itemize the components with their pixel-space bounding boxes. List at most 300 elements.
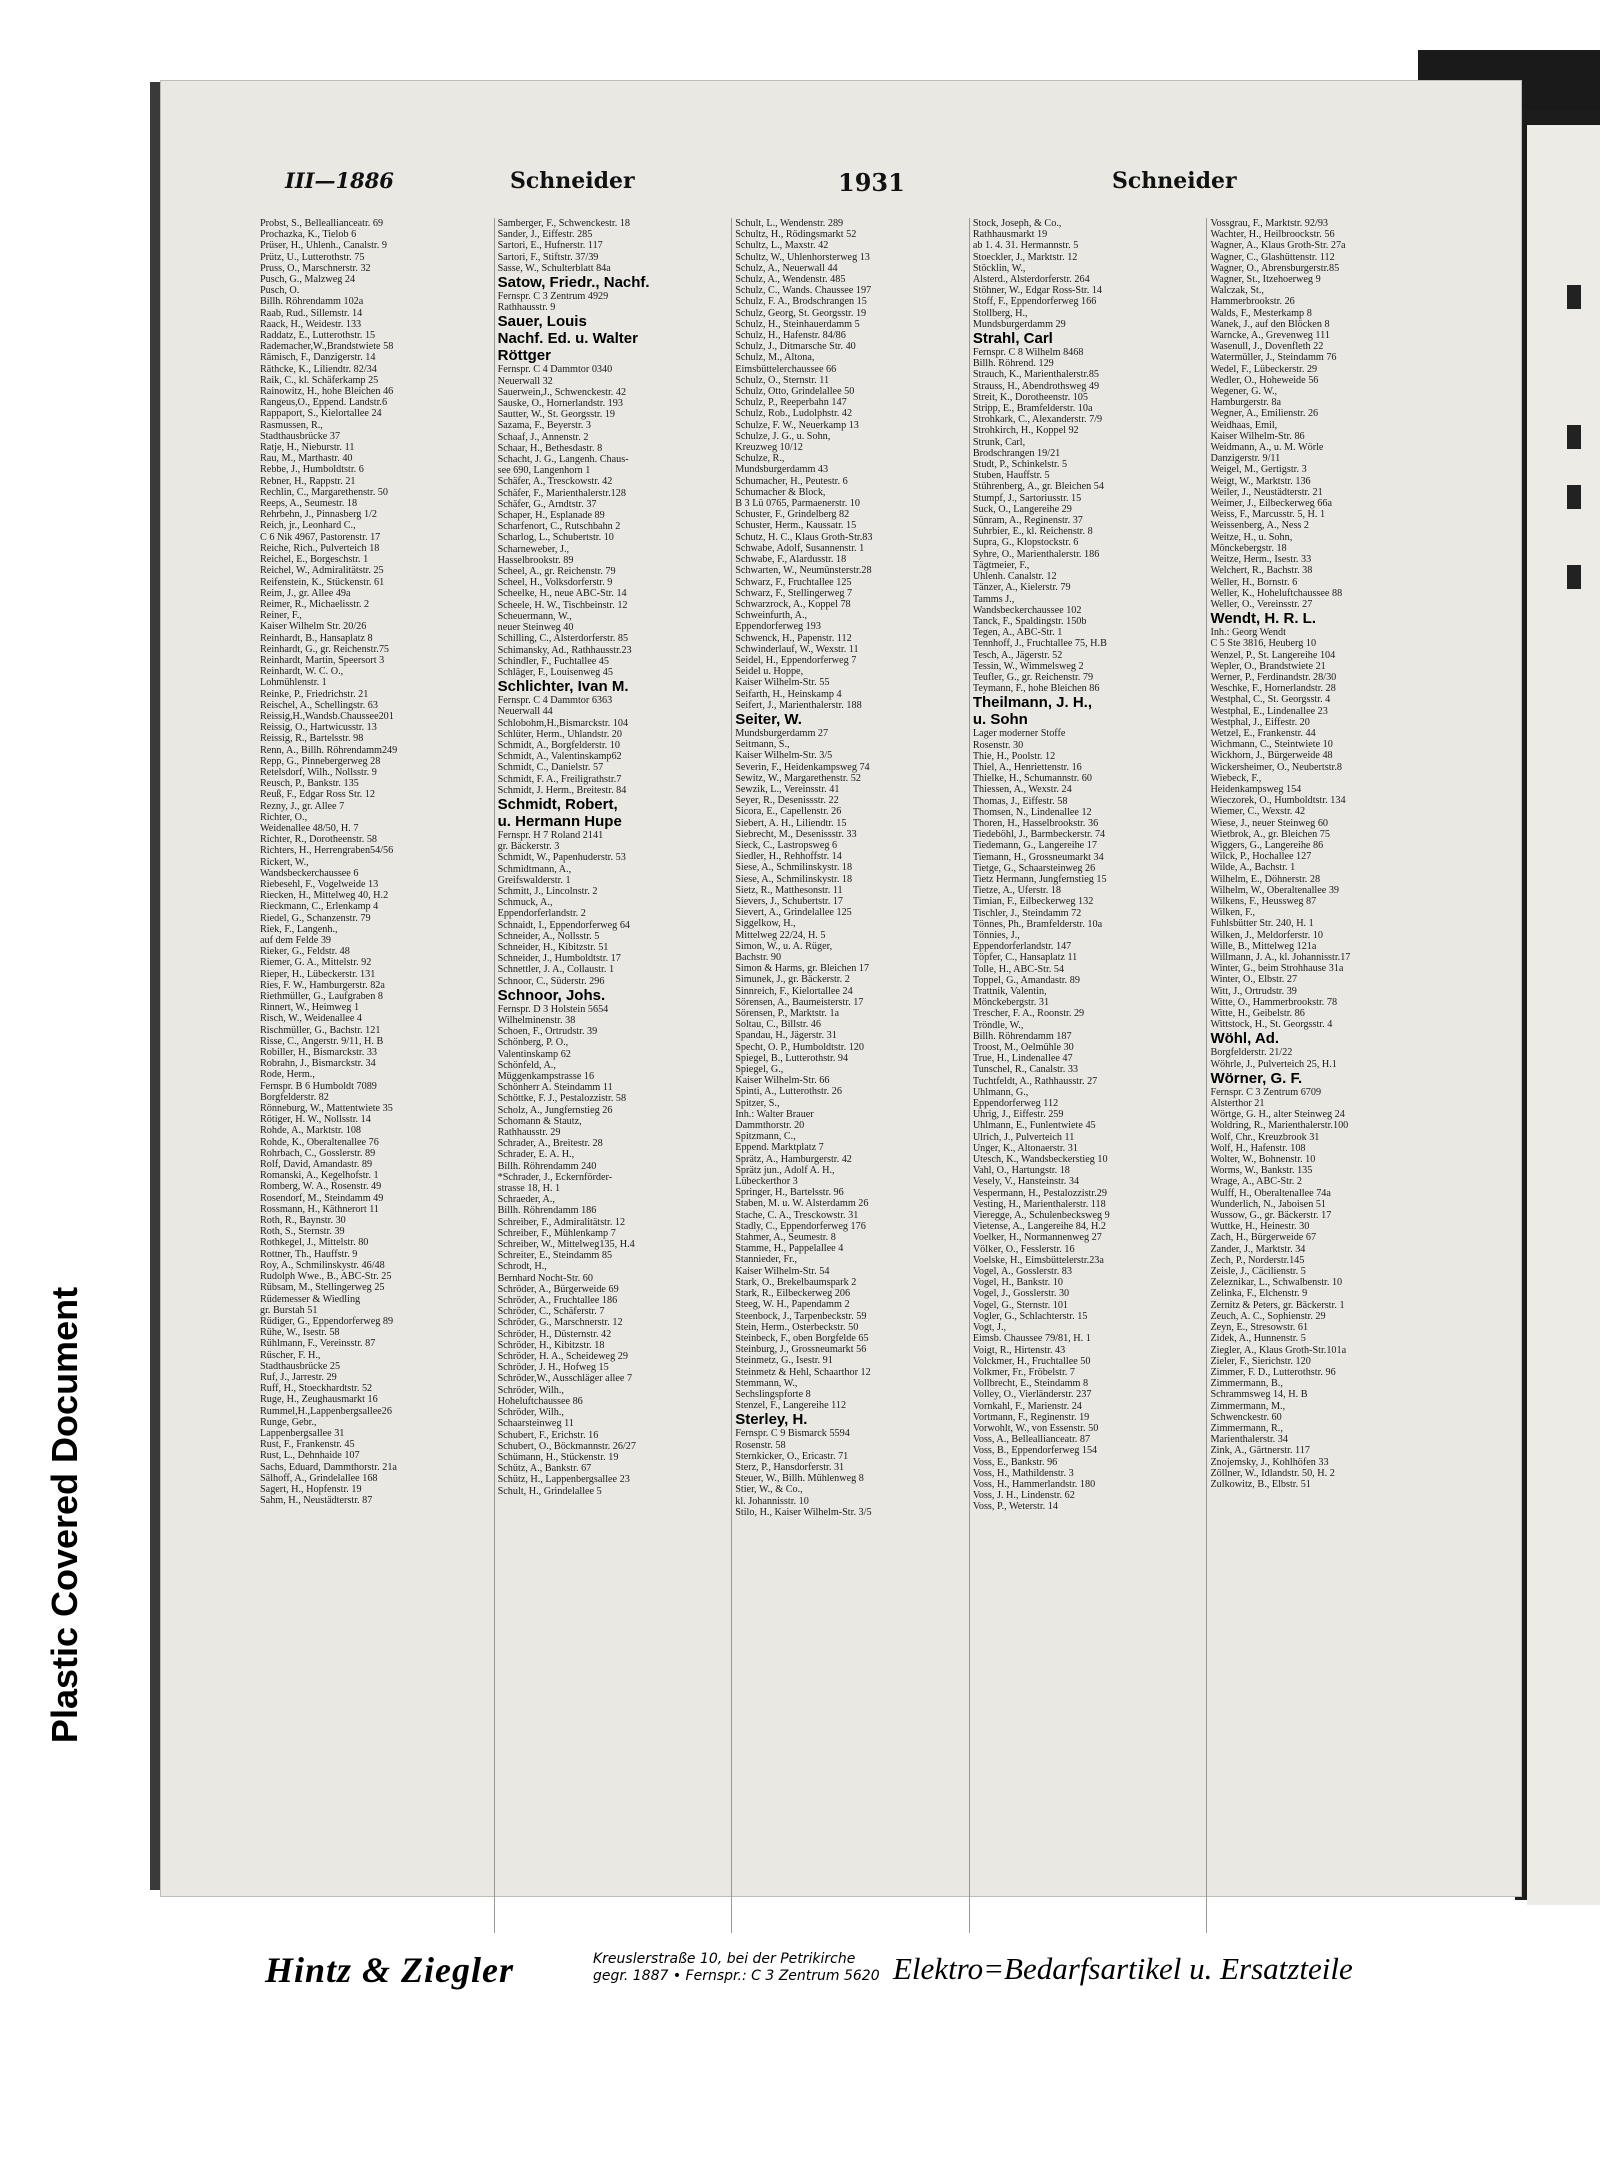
directory-entry: Inh.: Walter Brauer [735,1108,814,1120]
directory-entry: Rau, M., Marthastr. 40 [260,453,353,465]
directory-entry: Schwenck, H., Papenstr. 112 [735,632,852,644]
directory-entry: Kreuzweg 10/12 [735,442,803,454]
directory-entry: Sterz, P., Hansdorferstr. 31 [735,1461,845,1473]
directory-entry: Schaper, H., Esplanade 89 [497,510,605,522]
directory-entry: Vogel, G., Sternstr. 101 [972,1299,1069,1311]
directory-entry: Schröder, H., Kibitzstr. 18 [497,1339,605,1351]
directory-entry: Rasmussen, R., [260,419,323,431]
directory-entry: Zech, P., Norderstr.145 [1210,1254,1305,1266]
directory-entry: Schäfer, G., Arndtstr. 37 [497,498,597,510]
directory-entry: Tägtmeier, F., [972,559,1030,571]
directory-entry: Vollbrecht, E., Steindamm 8 [972,1378,1089,1390]
directory-entry: Billh. Röhrendamm 240 [497,1160,597,1172]
directory-entry: Schäfer, F., Marienthalerstr.128 [497,487,626,499]
directory-entry: Weschke, F., Hornerlandstr. 28 [1210,683,1336,695]
directory-entry: Rönneburg, W., Mattentwiete 35 [260,1103,393,1115]
directory-entry: Zeuch, A. C., Sophienstr. 29 [1210,1310,1326,1322]
directory-entry: Roth, R., Baynstr. 30 [260,1215,346,1227]
directory-entry: Weigt, W., Marktstr. 136 [1210,475,1311,487]
directory-entry: Schilling, C., Alsterdorferstr. 85 [497,633,629,645]
directory-entry: Sinnreich, F., Kielortallee 24 [735,985,853,997]
directory-entry: Stilo, H., Kaiser Wilhelm-Str. 3/5 [735,1506,872,1518]
directory-entry: Siebert, A. H., Liliendtr. 15 [735,817,847,829]
directory-entry: Reinhardt, B., Hansaplatz 8 [260,632,373,644]
directory-entry: Tiemann, H., Grossneumarkt 34 [972,851,1104,863]
side-label [5,1265,125,1765]
directory-entry: Zidek, A., Hunnenstr. 5 [1210,1333,1306,1345]
directory-entry: Utesch, K., Wandsbeckerstieg 10 [972,1154,1108,1166]
directory-entry: Billh. Röhrend. 129 [972,358,1054,370]
directory-entry: Scharneweber, J., [497,543,570,555]
directory-column [1210,218,1445,1933]
directory-entry: Wietbrok, A., gr. Bleichen 75 [1210,828,1330,840]
directory-entry: Tiedemann, G., Langereihe 17 [972,840,1097,852]
directory-entry: Werner, P., Ferdinandstr. 28/30 [1210,671,1337,683]
directory-entry: Runge, Gebr., [260,1416,317,1428]
directory-entry: Hammerbrookstr. 26 [1210,296,1295,308]
directory-entry: Volckmer, H., Fruchtallee 50 [972,1355,1091,1367]
directory-entry: Rezny, J., gr. Allee 7 [260,800,345,812]
directory-entry: Vortmann, F., Reginenstr. 19 [972,1411,1090,1423]
directory-entry: Schraeder, A., [497,1194,555,1206]
directory-entry: Sauer, Louis [497,313,587,331]
directory-entry: Fernspr. C 9 Bismarck 5594 [735,1428,850,1440]
directory-entry: Danzigerstr. 9/11 [1210,453,1281,465]
directory-entry: Riebesehl, F., Vogelweide 13 [260,878,379,890]
directory-entry: Simon & Harms, gr. Bleichen 17 [735,963,870,975]
directory-entry: Sprätz jun., Adolf A. H., [735,1164,835,1176]
directory-entry: Thomsen, N., Lindenallee 12 [972,806,1092,818]
directory-entry: Simunek, J., gr. Bäckerstr. 2 [735,974,850,986]
directory-entry: Siedler, H., Rehhoffstr. 14 [735,851,842,863]
directory-entry: Scholz, A., Jungfernstieg 26 [497,1104,613,1116]
directory-entry: Schönherr A. Steindamm 11 [497,1082,613,1094]
directory-entry: Schulze, F. W., Neuerkamp 13 [735,419,859,431]
directory-entry: Zeyn, E., Stresowstr. 61 [1210,1322,1309,1334]
directory-entry: Weigel, M., Gertigstr. 3 [1210,464,1307,476]
directory-entry: Nachf. Ed. u. Walter [497,330,638,348]
directory-entry: Wille, B., Mittelweg 121a [1210,940,1317,952]
directory-entry: Scheel, H., Volksdorferstr. 9 [497,577,613,589]
directory-entry: Neuerwall 32 [497,375,553,387]
directory-entry: Stock, Joseph, & Co., [972,218,1062,229]
directory-entry: Zimmermann, R., [1210,1422,1283,1434]
directory-entry: Billh. Röhrendamm 186 [497,1205,597,1217]
directory-entry: Stemmann, W., [735,1377,798,1389]
directory-entry: Toppel, G., Amandastr. 89 [972,974,1080,986]
directory-entry: Lappenbergsallee 31 [260,1427,345,1439]
directory-entry: Heidenkampsweg 154 [1210,783,1302,795]
directory-entry: Vespermann, H., Pestalozzistr.29 [972,1187,1107,1199]
directory-entry: Zimmermann, M., [1210,1400,1286,1412]
directory-entry: Voelske, H., Eimsbüttelerstr.23a [972,1254,1104,1266]
directory-entry: Weller, O., Vereinsstr. 27 [1210,598,1313,610]
directory-entry: Vietense, A., Langereihe 84, H.2 [972,1221,1107,1233]
directory-entry: Schröder, H., Düsternstr. 42 [497,1328,612,1340]
directory-entry: Billh. Röhrendamm 102a [260,296,364,308]
directory-entry: Schümann, H., Stückenstr. 19 [497,1451,619,1463]
directory-entry: Siese, A., Schmilinskystr. 18 [735,862,853,874]
directory-entry: Wegener, G. W., [1210,386,1278,398]
directory-entry: Stahmer, A., Seumestr. 8 [735,1232,836,1244]
directory-entry: Rämisch, F., Danzigerstr. 14 [260,352,376,364]
directory-entry: Wunderlich, N., Jaboisen 51 [1210,1198,1327,1210]
directory-entry: Fernspr. B 6 Humboldt 7089 [260,1080,377,1092]
directory-entry: Wilhelm, W., Oberaltenallee 39 [1210,884,1340,896]
directory-entry: Weitze, Herm., Isestr. 33 [1210,554,1312,566]
directory-entry: Reissig, R., Bartelsstr. 98 [260,733,364,745]
directory-entry: Reim, J., gr. Allee 49a [260,587,351,599]
directory-entry: Rieckmann, C., Erlenkamp 4 [260,901,379,913]
directory-entry: Wöhl, Ad. [1210,1030,1280,1048]
directory-entry: Rottner, Th., Hauffstr. 9 [260,1248,358,1260]
directory-entry: Rosendorf, M., Steindamm 49 [260,1192,384,1204]
directory-entry: Schubert, O., Böckmannstr. 26/27 [497,1440,636,1452]
directory-entry: Wasenull, J., Dovenfleth 22 [1210,341,1324,353]
directory-entry: Uhrig, J., Eiffestr. 259 [972,1109,1064,1121]
directory-entry: Voss, A., Belleallianceatr. 87 [972,1434,1091,1446]
column-heading-right: Schneider [1112,168,1237,194]
directory-entry: Schacht, J. G., Langenh. Chaus- [497,454,629,466]
directory-entry: Marienthalerstr. 34 [1210,1434,1288,1446]
directory-entry: Schmidt, F. A., Freiligrathstr.7 [497,773,622,785]
directory-entry: Völker, O., Fesslerstr. 16 [972,1243,1075,1255]
directory-entry: Reischel, A., Schellingstr. 63 [260,699,378,711]
directory-entry: Mundsburgerdamm 29 [972,318,1066,330]
directory-entry: Wiebeck, F., [1210,772,1262,784]
directory-entry: Voelker, H., Normannenweg 27 [972,1232,1102,1244]
directory-entry: Rathhausstr. 9 [497,302,556,314]
directory-entry: Suck, O., Langereihe 29 [972,503,1072,515]
directory-entry: Uhlenh. Canalstr. 12 [972,571,1057,583]
directory-entry: Soltau, C., Billstr. 46 [735,1019,821,1031]
directory-entry: Stier, W., & Co., [735,1484,803,1496]
directory-entry: Schröder, C., Schäferstr. 7 [497,1306,605,1318]
directory-entry: Simon, W., u. A. Rüger, [735,940,833,952]
directory-entry: Teufler, G., gr. Reichenstr. 79 [972,671,1094,683]
directory-entry: Rummel,H.,Lappenbergsallee26 [260,1405,392,1417]
directory-entry: Pusch, O. [260,285,300,297]
directory-entry: Schröder, Wilh., [497,1407,564,1419]
directory-entry: Schutz, H. C., Klaus Groth-Str.83 [735,531,873,543]
directory-entry: Willmann, J. A., kl. Johannisstr.17 [1210,952,1351,963]
directory-entry: Spitzmann, C., [735,1131,796,1143]
directory-entry: ab 1. 4. 31. Hermannstr. 5 [972,240,1079,252]
directory-entry: Rebbe, J., Humboldtstr. 6 [260,464,364,476]
directory-entry: Brodschrangen 19/21 [972,447,1061,459]
directory-entry: Schmidt, A., Borgfelderstr. 10 [497,739,620,751]
directory-entry: Fernspr. C 4 Dammtor 0340 [497,364,613,376]
directory-entry: Strahl, Carl [972,330,1053,348]
directory-entry: Rechlin, C., Margarethenstr. 50 [260,486,388,498]
directory-entry: Weissenberg, A., Ness 2 [1210,520,1310,532]
directory-entry: Siggelkow, H., [735,918,796,930]
directory-entry: Schulz, A., Wendenstr. 485 [735,274,846,286]
directory-column [260,218,495,1933]
directory-entry: Wilde, A., Bachstr. 1 [1210,862,1296,874]
directory-entry: Schwinderlauf, W., Wexstr. 11 [735,643,859,655]
directory-column [735,218,970,1933]
directory-entry: Stripp, E., Bramfelderstr. 10a [972,403,1093,415]
directory-entry: Vesely, V., Hansteinstr. 34 [972,1176,1080,1188]
directory-entry: Tunschel, R., Canalstr. 33 [972,1064,1079,1076]
directory-entry: Schwabe, Adolf, Susannenstr. 1 [735,542,865,554]
directory-entry: Schoen, F., Ortrudstr. 39 [497,1026,598,1038]
directory-entry: Sievers, J., Schubertstr. 17 [735,895,844,907]
directory-entry: Trattnik, Valentin, [972,986,1047,997]
directory-entry: Witte, O., Hammerbrookstr. 78 [1210,996,1338,1008]
directory-entry: Reiche, Rich., Pulverteich 18 [260,542,380,554]
directory-entry: Wickersheimer, O., Neubertstr.8 [1210,761,1343,773]
directory-entry: Rademacher,W.,Brandstwiete 58 [260,341,394,353]
directory-entry: Zulkowitz, B., Elbstr. 51 [1210,1478,1311,1490]
directory-entry: Wuttke, H., Heinestr. 30 [1210,1221,1310,1233]
directory-entry: Ruf, J., Jarrestr. 29 [260,1371,337,1383]
directory-entry: Wolf, H., Hafenstr. 108 [1210,1142,1306,1154]
directory-entry: Zöllner, W., Idlandstr. 50, H. 2 [1210,1467,1335,1479]
directory-entry: Robrahn, J., Bismarckstr. 34 [260,1058,376,1070]
directory-entry: Stührenberg, A., gr. Bleichen 54 [972,481,1104,493]
directory-entry: Tegen, A., ABC-Str. 1 [972,627,1063,639]
directory-entry: Lager moderner Stoffe [972,728,1066,740]
directory-entry: Stadthausbrücke 37 [260,430,341,442]
directory-entry: Thie, H., Poolstr. 12 [972,750,1056,762]
directory-entry: Bachstr. 90 [735,952,782,963]
directory-entry: Schröder, A., Fruchtallee 186 [497,1295,618,1307]
directory-entry: Alsterthor 21 [1210,1098,1265,1110]
directory-entry: Schrader, A., Breitestr. 28 [497,1138,603,1150]
directory-entry: Kaiser Wilhelm Str. 20/26 [260,621,367,633]
directory-entry: Spiegel, B., Lutterothstr. 94 [735,1052,849,1064]
directory-entry: Sicora, E., Capellenstr. 26 [735,806,842,818]
directory-entry: Sartori, E., Hufnerstr. 117 [497,240,603,252]
directory-entry: Schubert, F., Erichstr. 16 [497,1429,599,1441]
directory-entry: Sewzik, L., Vereinsstr. 41 [735,783,840,795]
directory-entry: Steinbeck, F., oben Borgfelde 65 [735,1332,869,1344]
directory-entry: Reimer, R., Michaelisstr. 2 [260,598,370,610]
directory-entry: Winter, O., Elbstr. 27 [1210,974,1298,986]
directory-entry: Sälhoff, A., Grindelallee 168 [260,1472,378,1484]
directory-entry: Woldring, R., Marienthalerstr.100 [1210,1120,1349,1132]
directory-entry: Zimmer, F. D., Lutterothstr. 96 [1210,1366,1336,1378]
directory-entry: Zink, A., Gärtnerstr. 117 [1210,1445,1310,1457]
directory-entry: Tesch, A., Jägerstr. 52 [972,649,1063,661]
directory-entry: Wieczorek, O., Humboldtstr. 134 [1210,795,1346,807]
directory-entry: Repp, G., Pinnebergerweg 28 [260,755,381,767]
directory-entry: Ries, F. W., Hamburgerstr. 82a [260,979,385,991]
directory-entry: Weidenallee 48/50, H. 7 [260,822,359,834]
directory-entry: Kaiser Wilhelm-Str. 66 [735,1075,830,1087]
directory-entry: Schaarsteinweg 11 [497,1418,574,1430]
directory-entry: Neuerwall 44 [497,706,553,718]
directory-entry: Schröder, Wilh., [497,1384,564,1396]
directory-entry: Eppendorferweg 193 [735,621,821,633]
directory-entry: kl. Johannisstr. 10 [735,1495,809,1507]
directory-entry: Strohkirch, H., Koppel 92 [972,425,1079,437]
directory-entry: Tolle, H., ABC-Str. 54 [972,963,1065,975]
directory-entry: Rüdiger, G., Eppendorferweg 89 [260,1315,394,1327]
directory-entry: Schmidtmann, A., [497,863,572,875]
directory-entry: Reusch, P., Bankstr. 135 [260,778,359,790]
directory-entry: Rinnert, W., Heimweg 1 [260,1002,360,1014]
directory-entry: Worms, W., Bankstr. 135 [1210,1165,1313,1177]
adjacent-page-edge [1527,125,1600,1905]
directory-entry: Sechslingspforte 8 [735,1388,811,1400]
directory-entry: Wiemer, C., Wexstr. 42 [1210,806,1306,818]
directory-entry: Schütz, A., Bankstr. 67 [497,1463,592,1475]
directory-entry: Schultz, W., Uhlenhorsterweg 13 [735,251,870,263]
directory-entry: Streit, K., Dorotheenstr. 105 [972,391,1088,403]
column-heading-left: Schneider [510,168,635,194]
directory-entry: Eimsb. Chaussee 79/81, H. 1 [972,1333,1091,1345]
directory-entry: Sautter, W., St. Georgsstr. 19 [497,409,616,421]
directory-entry: Riemer, G. A., Mittelstr. 92 [260,957,372,969]
directory-entry: Probst, S., Belleallianceatr. 69 [260,218,384,229]
directory-entry: Vieregge, A., Schulenbecksweg 9 [972,1210,1110,1222]
directory-entry: Staben, M. u. W. Alsterdamm 26 [735,1198,869,1210]
directory-entry: Rohrbach, C., Gosslerstr. 89 [260,1147,376,1159]
directory-entry: Schulz, A., Neuerwall 44 [735,262,838,274]
directory-entry: Scharfenort, C., Rutschbahn 2 [497,521,621,533]
directory-entry: Stark, R., Eilbeckerweg 206 [735,1288,851,1300]
directory-entry: Räthcke, K., Liliendtr. 82/34 [260,363,377,375]
directory-entry: Schröder, A., Bürgerweide 69 [497,1283,619,1295]
directory-entry: Zach, H., Bürgerweide 67 [1210,1232,1317,1244]
directory-entry: Schomann & Stautz, [497,1115,582,1127]
directory-entry: Wöhrle, J., Pulverteich 25, H.1 [1210,1058,1337,1070]
directory-entry: Trescher, F. A., Roonstr. 29 [972,1008,1085,1020]
directory-entry: Eppend. Marktplatz 7 [735,1142,824,1154]
directory-entry: Schult, L., Wendenstr. 289 [735,218,844,229]
directory-entry: Borgfelderstr. 21/22 [1210,1047,1293,1059]
directory-entry: Schrodt, H., [497,1261,547,1273]
directory-entry: Riedel, G., Schanzenstr. 79 [260,912,371,924]
directory-entry: Timian, F., Eilbeckerweg 132 [972,896,1094,908]
directory-entry: Stuben, Hauffstr. 5 [972,470,1050,482]
directory-entry: Tönnies, J., [972,929,1020,941]
directory-entry: Schulze, R., [735,453,785,465]
directory-entry: Witt, J., Ortrudstr. 39 [1210,985,1297,997]
directory-entry: Wichmann, C., Steintwiete 10 [1210,739,1333,751]
directory-entry: Siebrecht, M., Desenissstr. 33 [735,828,857,840]
directory-entry: Schulz, P., Reeperbahn 147 [735,397,847,409]
directory-entry: Vorwohlt, W., von Essenstr. 50 [972,1422,1099,1434]
directory-entry: Uhlmann, E., Funlentwiete 45 [972,1120,1096,1132]
page-header [285,168,1440,200]
directory-entry: Schulze, J. G., u. Sohn, [735,430,831,442]
directory-entry: Mittelweg 22/24, H. 5 [735,929,826,941]
directory-entry: Zander, J., Marktstr. 34 [1210,1243,1306,1255]
directory-entry: Seifarth, H., Heinskamp 4 [735,688,842,700]
directory-entry: Stöhner, W., Edgar Ross-Str. 14 [972,285,1103,297]
directory-entry: Wagner, A., Klaus Groth-Str. 27a [1210,240,1346,252]
directory-entry: Sievert, A., Grindelallee 125 [735,907,852,919]
directory-entry: Reinhardt, Martin, Speersort 3 [260,654,385,666]
directory-entry: Sander, J., Eiffestr. 285 [497,229,593,241]
directory-entry: Tänzer, A., Kielerstr. 79 [972,582,1071,594]
directory-entry: Pusch, G., Malzweg 24 [260,274,356,286]
directory-entry: Schulz, H., Steinhauerdamm 5 [735,318,860,330]
directory-entry: Greifswalderstr. 1 [497,874,571,886]
directory-entry: Schwarz, F., Fruchtallee 125 [735,576,852,588]
directory-entry: Rangeus,O., Eppend. Landstr.6 [260,397,388,409]
directory-entry: Stumpf, J., Sartoriusstr. 15 [972,492,1082,504]
directory-entry: Schulz, H., Hafenstr. 84/86 [735,330,846,342]
page-number: 1931 [838,168,905,197]
directory-entry: Sazama, F., Beyerstr. 3 [497,420,592,432]
directory-entry: Scharlog, L., Schubertstr. 10 [497,532,614,544]
directory-entry: Tietze, A., Uferstr. 18 [972,885,1062,897]
directory-entry: Prüser, H., Uhlenh., Canalstr. 9 [260,240,387,252]
directory-entry: Schäfer, A., Tresckowstr. 42 [497,476,613,488]
directory-entry: Weller, H., Bornstr. 6 [1210,576,1298,588]
directory-entry: Weidmann, A., u. M. Wörle [1210,442,1324,454]
directory-entry: Tiedeböhl, J., Barmbeckerstr. 74 [972,829,1106,841]
directory-entry: Schulz, F. A., Brodschrangen 15 [735,296,867,308]
directory-entry: Schaar, H., Bethesdastr. 8 [497,442,603,454]
directory-entry: Sietz, R., Matthesonstr. 11 [735,884,843,896]
directory-entry: Schnaidt, I., Eppendorferweg 64 [497,919,631,931]
directory-entry: Strauch, K., Marienthalerstr.85 [972,369,1100,381]
directory-entry: Schönberg, P. O., [497,1037,569,1049]
directory-entry: Vahl, O., Hartungstr. 18 [972,1165,1070,1177]
directory-entry: Stamme, H., Pappelallee 4 [735,1243,844,1255]
directory-entry: Schlichter, Ivan M. [497,678,629,696]
directory-entry: Mundsburgerdamm 43 [735,464,829,476]
directory-entry: Schneider, J., Humboldtstr. 17 [497,953,621,965]
directory-entry: Springer, H., Bartelsstr. 96 [735,1187,844,1199]
directory-entry: Seiter, W. [735,710,802,728]
directory-entry: Zieler, F., Sierichstr. 120 [1210,1355,1311,1367]
directory-entry: Wilhelm, E., Döhnerstr. 28 [1210,873,1321,885]
directory-entry: Schuster, Herm., Kaussatr. 15 [735,520,857,532]
directory-entry: Schaaf, J., Annenstr. 2 [497,431,589,443]
directory-entry: Risse, C., Angerstr. 9/11, H. B [260,1035,384,1047]
directory-entry: Wrage, A., ABC-Str. 2 [1210,1176,1302,1188]
directory-entry: Steinburg, J., Grossneumarkt 56 [735,1344,867,1356]
directory-entry: Wilck, P., Hochallee 127 [1210,851,1312,863]
advert-company: Hintz & Ziegler [265,1950,514,1990]
directory-entry: Wörtge, G. H., alter Steinweg 24 [1210,1109,1345,1121]
directory-entry: Volley, O., Vierländerstr. 237 [972,1389,1092,1401]
directory-entry: Uhlmann, G., [972,1086,1029,1098]
directory-entry: Prochazka, K., Tielob 6 [260,229,357,241]
directory-entry: Wiese, J., neuer Steinweg 60 [1210,817,1329,829]
directory-entry: Müggenkampstrasse 16 [497,1071,595,1082]
directory-entry: C 6 Nik 4967, Pastorenstr. 17 [260,531,381,543]
directory-entry: Zeleznikar, L., Schwalbenstr. 10 [1210,1277,1343,1289]
directory-entry: Sagert, H., Hopfenstr. 19 [260,1483,362,1495]
directory-entry: Schulz, Rob., Ludolphstr. 42 [735,408,853,420]
directory-entry: Mundsburgerdamm 27 [735,727,829,739]
directory-entry: Spiegel, G., [735,1064,784,1076]
directory-entry: Inh.: Georg Wendt [1210,627,1286,639]
directory-entry: Tietge, G., Schaarsteinweg 26 [972,862,1096,874]
directory-entry: Lohmühlenstr. 1 [260,677,327,689]
directory-entry: Reinhardt, G., gr. Reichenstr.75 [260,643,390,655]
directory-entry: Schreiber, F., Admiralitätstr. 12 [497,1216,626,1228]
directory-entry: Steuer, W., Billh. Mühlenweg 8 [735,1473,864,1485]
directory-entry: Rathhausstr. 29 [497,1127,561,1139]
directory-entry: Wörner, G. F. [1210,1069,1303,1087]
directory-entry: Tamms J., [972,593,1015,605]
directory-entry: auf dem Felde 39 [260,935,332,946]
directory-entry: Rieker, G., Feldstr. 48 [260,946,350,958]
directory-entry: Bernhard Nocht-Str. 60 [497,1272,593,1284]
directory-entry: Vesting, H., Marienthalerstr. 118 [972,1198,1106,1210]
directory-entry: Valentinskamp 62 [497,1048,571,1060]
directory-entry: Voigt, R., Hirtenstr. 43 [972,1344,1066,1356]
